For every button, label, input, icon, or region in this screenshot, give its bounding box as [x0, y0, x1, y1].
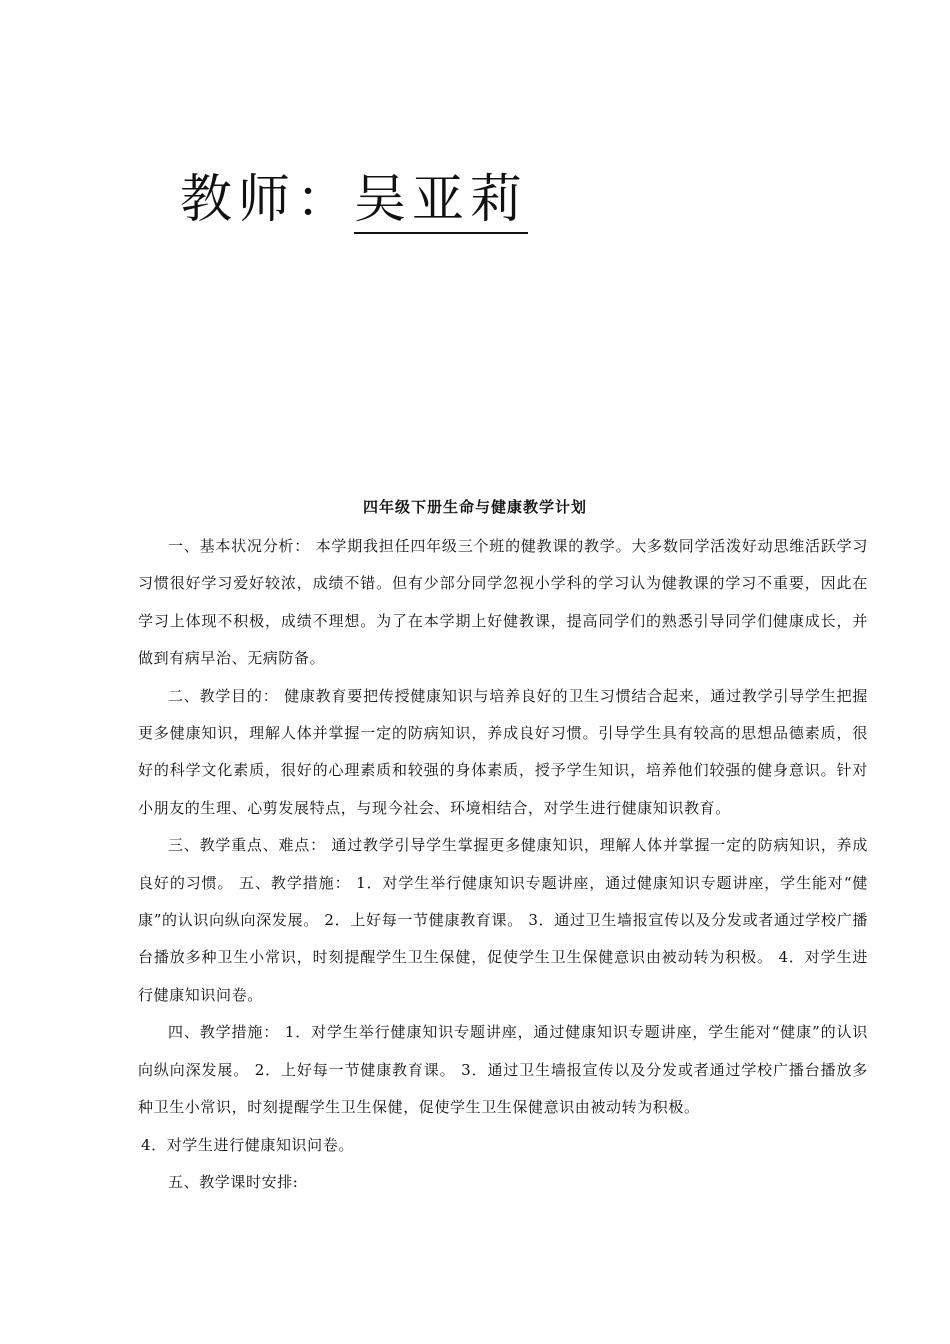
teacher-label: 教师： [180, 170, 355, 230]
teacher-name: 吴亚莉 [354, 170, 528, 234]
paragraph-teaching-measures: 四、教学措施： 1．对学生举行健康知识专题讲座，通过健康知识专题讲座，学生能对“健康”的认识向纵向深发展。 2．上好每一节健康教育课。 3．通过卫生墙报宣传以及分发或者通过学校广播台播放多种卫生小常识，时刻提醒学生卫生保健，促使学生卫生保健意识由被动转为积极。 [138, 1023, 868, 1117]
paragraph-teaching-goals: 二、教学目的： 健康教育要把传授健康知识与培养良好的卫生习惯结合起来，通过教学引导学生把握更多健康知识，理解人体并掌握一定的防病知识，养成良好习惯。引导学生具有较高的思想品德素质，很好的科学文化素质，很好的心理素质和较强的身体素质，授予学生知识，培养他们较强的健身意识。针对小朋友的生理、心剪发展特点，与现今社会、环境相结合，对学生进行健康知识教育。 [138, 686, 868, 817]
paragraph-key-points: 三、教学重点、难点： 通过教学引导学生掌握更多健康知识，理解人体并掌握一定的防病知识，养成良好的习惯。 五、教学措施： 1．对学生举行健康知识专题讲座，通过健康知识专题讲座，学生能对“健康”的认识向纵向深发展。 2．上好每一节健康教育课。 3．通过卫生墙报宣传以及分发或者通过学校广播台播放多种卫生小常识，时刻提醒学生卫生保健，促使学生卫生保健意识由被动转为积极。 4．对学生进行健康知识问卷。 [138, 836, 868, 1004]
paragraph-questionnaire: 4．对学生进行健康知识问卷。 [141, 1135, 354, 1154]
document-body [138, 528, 868, 1201]
document-title: 四年级下册生命与健康教学计划 [362, 498, 587, 516]
teacher-line [180, 168, 528, 234]
paragraph-schedule: 五、教学课时安排: [168, 1172, 299, 1191]
paragraph-basic-analysis: 一、基本状况分析： 本学期我担任四年级三个班的健教课的教学。大多数同学活泼好动思维活跃学习习惯很好学习爱好较浓，成绩不错。但有少部分同学忽视小学科的学习认为健教课的学习不重要，因此在学习上体现不积极，成绩不理想。为了在本学期上好健教课，提高同学们的熟悉引导同学们健康成长，并做到有病早治、无病防备。 [138, 537, 868, 668]
